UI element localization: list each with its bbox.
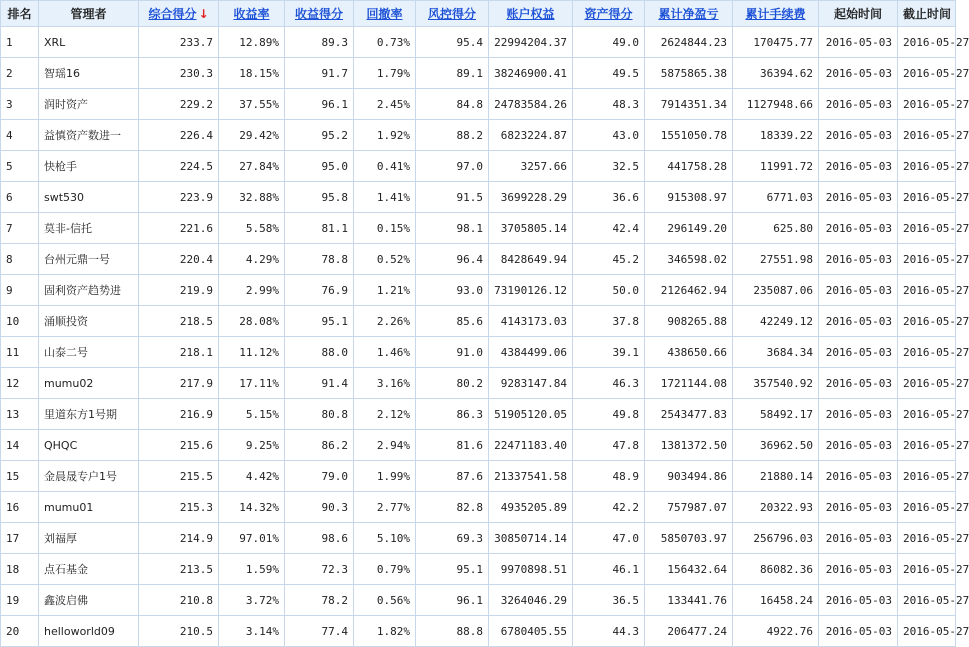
header-equity[interactable]: 账户权益 (489, 1, 573, 27)
header-rank: 排名 (1, 1, 39, 27)
cell-risk-score: 86.3 (416, 399, 489, 430)
cell-end-time: 2016-05-27 (898, 461, 956, 492)
cell-drawdown: 2.94% (354, 430, 416, 461)
cell-net-profit: 438650.66 (645, 337, 733, 368)
cell-start-time: 2016-05-03 (819, 244, 898, 275)
cell-equity: 3264046.29 (489, 585, 573, 616)
cell-rank: 3 (1, 89, 39, 120)
cell-start-time: 2016-05-03 (819, 213, 898, 244)
cell-return-score: 81.1 (285, 213, 354, 244)
cell-end-time: 2016-05-27 (898, 492, 956, 523)
cell-manager: 智瑶16 (39, 58, 139, 89)
cell-net-profit: 156432.64 (645, 554, 733, 585)
cell-end-time: 2016-05-27 (898, 213, 956, 244)
cell-return-score: 96.1 (285, 89, 354, 120)
cell-end-time: 2016-05-27 (898, 554, 956, 585)
cell-drawdown: 1.21% (354, 275, 416, 306)
cell-return-score: 95.1 (285, 306, 354, 337)
cell-risk-score: 96.4 (416, 244, 489, 275)
cell-total-score: 215.6 (139, 430, 219, 461)
cell-rank: 14 (1, 430, 39, 461)
cell-net-profit: 206477.24 (645, 616, 733, 647)
cell-risk-score: 91.0 (416, 337, 489, 368)
cell-return-score: 90.3 (285, 492, 354, 523)
cell-end-time: 2016-05-27 (898, 523, 956, 554)
cell-total-score: 210.8 (139, 585, 219, 616)
cell-manager: mumu01 (39, 492, 139, 523)
cell-equity: 4935205.89 (489, 492, 573, 523)
cell-manager: 莫非-信托 (39, 213, 139, 244)
cell-return-rate: 27.84% (219, 151, 285, 182)
cell-fees: 21880.14 (733, 461, 819, 492)
cell-total-score: 214.9 (139, 523, 219, 554)
table-row (1, 89, 956, 120)
cell-total-score: 224.5 (139, 151, 219, 182)
cell-drawdown: 0.52% (354, 244, 416, 275)
cell-fees: 3684.34 (733, 337, 819, 368)
cell-equity: 22471183.40 (489, 430, 573, 461)
cell-drawdown: 5.10% (354, 523, 416, 554)
cell-return-score: 79.0 (285, 461, 354, 492)
cell-fees: 235087.06 (733, 275, 819, 306)
cell-start-time: 2016-05-03 (819, 492, 898, 523)
cell-risk-score: 69.3 (416, 523, 489, 554)
table-row (1, 151, 956, 182)
header-drawdown[interactable]: 回撤率 (354, 1, 416, 27)
cell-start-time: 2016-05-03 (819, 399, 898, 430)
table-row (1, 616, 956, 647)
cell-fees: 18339.22 (733, 120, 819, 151)
cell-return-score: 80.8 (285, 399, 354, 430)
cell-end-time: 2016-05-27 (898, 337, 956, 368)
cell-risk-score: 95.4 (416, 27, 489, 58)
cell-net-profit: 1551050.78 (645, 120, 733, 151)
cell-end-time: 2016-05-27 (898, 306, 956, 337)
cell-risk-score: 82.8 (416, 492, 489, 523)
cell-return-rate: 29.42% (219, 120, 285, 151)
cell-total-score: 218.1 (139, 337, 219, 368)
cell-return-score: 95.0 (285, 151, 354, 182)
cell-end-time: 2016-05-27 (898, 244, 956, 275)
cell-equity: 3257.66 (489, 151, 573, 182)
cell-fees: 42249.12 (733, 306, 819, 337)
cell-equity: 4384499.06 (489, 337, 573, 368)
cell-start-time: 2016-05-03 (819, 58, 898, 89)
header-total-score-label: 综合得分 (148, 7, 197, 21)
cell-start-time: 2016-05-03 (819, 337, 898, 368)
cell-drawdown: 0.56% (354, 585, 416, 616)
cell-fees: 256796.03 (733, 523, 819, 554)
cell-return-rate: 9.25% (219, 430, 285, 461)
cell-end-time: 2016-05-27 (898, 585, 956, 616)
cell-end-time: 2016-05-27 (898, 27, 956, 58)
cell-rank: 4 (1, 120, 39, 151)
cell-manager: 益慎资产数进一 (39, 120, 139, 151)
header-total-score[interactable] (139, 1, 219, 27)
cell-asset-score: 42.4 (573, 213, 645, 244)
cell-total-score: 223.9 (139, 182, 219, 213)
header-risk-score[interactable]: 风控得分 (416, 1, 489, 27)
cell-drawdown: 1.46% (354, 337, 416, 368)
cell-equity: 6823224.87 (489, 120, 573, 151)
cell-asset-score: 37.8 (573, 306, 645, 337)
header-start-time: 起始时间 (819, 1, 898, 27)
cell-fees: 86082.36 (733, 554, 819, 585)
cell-return-rate: 1.59% (219, 554, 285, 585)
cell-total-score: 221.6 (139, 213, 219, 244)
cell-start-time: 2016-05-03 (819, 554, 898, 585)
cell-equity: 9970898.51 (489, 554, 573, 585)
cell-risk-score: 87.6 (416, 461, 489, 492)
cell-manager: 润时资产 (39, 89, 139, 120)
cell-return-rate: 4.42% (219, 461, 285, 492)
cell-equity: 4143173.03 (489, 306, 573, 337)
cell-equity: 9283147.84 (489, 368, 573, 399)
cell-return-score: 91.7 (285, 58, 354, 89)
cell-asset-score: 47.8 (573, 430, 645, 461)
cell-asset-score: 42.2 (573, 492, 645, 523)
cell-fees: 27551.98 (733, 244, 819, 275)
cell-asset-score: 48.3 (573, 89, 645, 120)
cell-risk-score: 97.0 (416, 151, 489, 182)
cell-fees: 1127948.66 (733, 89, 819, 120)
cell-asset-score: 49.5 (573, 58, 645, 89)
cell-manager: 金晨晟专户1号 (39, 461, 139, 492)
cell-rank: 13 (1, 399, 39, 430)
cell-risk-score: 84.8 (416, 89, 489, 120)
cell-return-score: 78.8 (285, 244, 354, 275)
cell-rank: 9 (1, 275, 39, 306)
cell-risk-score: 89.1 (416, 58, 489, 89)
cell-asset-score: 44.3 (573, 616, 645, 647)
cell-return-rate: 5.58% (219, 213, 285, 244)
cell-fees: 36394.62 (733, 58, 819, 89)
cell-fees: 20322.93 (733, 492, 819, 523)
cell-return-rate: 2.99% (219, 275, 285, 306)
cell-asset-score: 36.5 (573, 585, 645, 616)
cell-drawdown: 0.79% (354, 554, 416, 585)
cell-return-rate: 97.01% (219, 523, 285, 554)
cell-return-rate: 5.15% (219, 399, 285, 430)
cell-equity: 8428649.94 (489, 244, 573, 275)
cell-start-time: 2016-05-03 (819, 120, 898, 151)
table-row (1, 461, 956, 492)
cell-net-profit: 908265.88 (645, 306, 733, 337)
cell-return-rate: 32.88% (219, 182, 285, 213)
table-row (1, 275, 956, 306)
cell-equity: 24783584.26 (489, 89, 573, 120)
cell-fees: 6771.03 (733, 182, 819, 213)
table-row (1, 213, 956, 244)
cell-drawdown: 1.82% (354, 616, 416, 647)
cell-manager: helloworld09 (39, 616, 139, 647)
table-row (1, 554, 956, 585)
cell-rank: 20 (1, 616, 39, 647)
cell-return-rate: 17.11% (219, 368, 285, 399)
cell-asset-score: 46.1 (573, 554, 645, 585)
cell-net-profit: 5875865.38 (645, 58, 733, 89)
cell-fees: 357540.92 (733, 368, 819, 399)
cell-start-time: 2016-05-03 (819, 27, 898, 58)
table-row (1, 523, 956, 554)
cell-drawdown: 0.15% (354, 213, 416, 244)
cell-start-time: 2016-05-03 (819, 523, 898, 554)
cell-manager: 刘福厚 (39, 523, 139, 554)
cell-fees: 11991.72 (733, 151, 819, 182)
cell-drawdown: 1.92% (354, 120, 416, 151)
cell-return-score: 89.3 (285, 27, 354, 58)
cell-return-rate: 4.29% (219, 244, 285, 275)
cell-manager: 鑫波启佛 (39, 585, 139, 616)
cell-start-time: 2016-05-03 (819, 151, 898, 182)
cell-total-score: 218.5 (139, 306, 219, 337)
cell-total-score: 219.9 (139, 275, 219, 306)
cell-manager: QHQC (39, 430, 139, 461)
table-row (1, 585, 956, 616)
header-return-score[interactable]: 收益得分 (285, 1, 354, 27)
cell-net-profit: 915308.97 (645, 182, 733, 213)
cell-start-time: 2016-05-03 (819, 182, 898, 213)
table-row (1, 182, 956, 213)
cell-manager: 山泰二号 (39, 337, 139, 368)
cell-return-rate: 37.55% (219, 89, 285, 120)
cell-net-profit: 757987.07 (645, 492, 733, 523)
cell-total-score: 229.2 (139, 89, 219, 120)
header-fees[interactable]: 累计手续费 (733, 1, 819, 27)
cell-total-score: 233.7 (139, 27, 219, 58)
table-row (1, 492, 956, 523)
cell-rank: 16 (1, 492, 39, 523)
table-row (1, 244, 956, 275)
cell-end-time: 2016-05-27 (898, 58, 956, 89)
cell-start-time: 2016-05-03 (819, 616, 898, 647)
cell-end-time: 2016-05-27 (898, 399, 956, 430)
cell-fees: 4922.76 (733, 616, 819, 647)
cell-return-rate: 3.72% (219, 585, 285, 616)
cell-end-time: 2016-05-27 (898, 430, 956, 461)
cell-asset-score: 39.1 (573, 337, 645, 368)
cell-return-rate: 18.15% (219, 58, 285, 89)
cell-start-time: 2016-05-03 (819, 368, 898, 399)
cell-rank: 17 (1, 523, 39, 554)
cell-net-profit: 1721144.08 (645, 368, 733, 399)
cell-risk-score: 81.6 (416, 430, 489, 461)
cell-drawdown: 2.26% (354, 306, 416, 337)
table-row (1, 430, 956, 461)
cell-rank: 10 (1, 306, 39, 337)
cell-asset-score: 46.3 (573, 368, 645, 399)
cell-rank: 1 (1, 27, 39, 58)
cell-asset-score: 32.5 (573, 151, 645, 182)
cell-drawdown: 2.12% (354, 399, 416, 430)
cell-drawdown: 2.45% (354, 89, 416, 120)
cell-return-score: 95.8 (285, 182, 354, 213)
cell-total-score: 220.4 (139, 244, 219, 275)
cell-drawdown: 0.73% (354, 27, 416, 58)
cell-drawdown: 2.77% (354, 492, 416, 523)
cell-fees: 58492.17 (733, 399, 819, 430)
cell-asset-score: 47.0 (573, 523, 645, 554)
cell-return-rate: 12.89% (219, 27, 285, 58)
table-row (1, 27, 956, 58)
cell-equity: 30850714.14 (489, 523, 573, 554)
cell-rank: 6 (1, 182, 39, 213)
cell-asset-score: 43.0 (573, 120, 645, 151)
cell-total-score: 213.5 (139, 554, 219, 585)
cell-equity: 51905120.05 (489, 399, 573, 430)
cell-equity: 6780405.55 (489, 616, 573, 647)
cell-return-rate: 14.32% (219, 492, 285, 523)
cell-risk-score: 96.1 (416, 585, 489, 616)
cell-start-time: 2016-05-03 (819, 461, 898, 492)
cell-return-score: 77.4 (285, 616, 354, 647)
cell-manager: 点石基金 (39, 554, 139, 585)
cell-risk-score: 98.1 (416, 213, 489, 244)
cell-return-score: 86.2 (285, 430, 354, 461)
cell-total-score: 217.9 (139, 368, 219, 399)
cell-rank: 12 (1, 368, 39, 399)
cell-equity: 38246900.41 (489, 58, 573, 89)
cell-rank: 8 (1, 244, 39, 275)
cell-total-score: 216.9 (139, 399, 219, 430)
cell-equity: 73190126.12 (489, 275, 573, 306)
cell-net-profit: 296149.20 (645, 213, 733, 244)
cell-return-score: 72.3 (285, 554, 354, 585)
cell-fees: 16458.24 (733, 585, 819, 616)
header-end-time: 截止时间 (898, 1, 956, 27)
cell-risk-score: 80.2 (416, 368, 489, 399)
table-row (1, 58, 956, 89)
cell-equity: 22994204.37 (489, 27, 573, 58)
header-return-rate[interactable]: 收益率 (219, 1, 285, 27)
cell-return-score: 88.0 (285, 337, 354, 368)
cell-return-score: 76.9 (285, 275, 354, 306)
cell-fees: 170475.77 (733, 27, 819, 58)
cell-risk-score: 88.2 (416, 120, 489, 151)
table-row (1, 120, 956, 151)
cell-fees: 625.80 (733, 213, 819, 244)
cell-total-score: 210.5 (139, 616, 219, 647)
cell-asset-score: 50.0 (573, 275, 645, 306)
cell-end-time: 2016-05-27 (898, 89, 956, 120)
cell-drawdown: 1.99% (354, 461, 416, 492)
cell-total-score: 226.4 (139, 120, 219, 151)
cell-return-score: 95.2 (285, 120, 354, 151)
cell-risk-score: 88.8 (416, 616, 489, 647)
cell-end-time: 2016-05-27 (898, 151, 956, 182)
cell-total-score: 230.3 (139, 58, 219, 89)
cell-drawdown: 0.41% (354, 151, 416, 182)
table-row (1, 306, 956, 337)
cell-equity: 3699228.29 (489, 182, 573, 213)
cell-end-time: 2016-05-27 (898, 616, 956, 647)
cell-net-profit: 346598.02 (645, 244, 733, 275)
cell-drawdown: 1.41% (354, 182, 416, 213)
cell-end-time: 2016-05-27 (898, 368, 956, 399)
cell-manager: 里道东方1号期 (39, 399, 139, 430)
cell-drawdown: 3.16% (354, 368, 416, 399)
header-net-profit[interactable]: 累计净盈亏 (645, 1, 733, 27)
cell-net-profit: 2624844.23 (645, 27, 733, 58)
cell-risk-score: 93.0 (416, 275, 489, 306)
cell-rank: 11 (1, 337, 39, 368)
cell-rank: 15 (1, 461, 39, 492)
cell-start-time: 2016-05-03 (819, 275, 898, 306)
cell-rank: 18 (1, 554, 39, 585)
header-asset-score[interactable]: 资产得分 (573, 1, 645, 27)
cell-start-time: 2016-05-03 (819, 89, 898, 120)
cell-asset-score: 45.2 (573, 244, 645, 275)
cell-rank: 5 (1, 151, 39, 182)
cell-drawdown: 1.79% (354, 58, 416, 89)
cell-asset-score: 49.8 (573, 399, 645, 430)
cell-start-time: 2016-05-03 (819, 430, 898, 461)
cell-net-profit: 2126462.94 (645, 275, 733, 306)
cell-manager: 快枪手 (39, 151, 139, 182)
cell-manager: swt530 (39, 182, 139, 213)
table-row (1, 368, 956, 399)
cell-equity: 21337541.58 (489, 461, 573, 492)
cell-manager: 涌顺投资 (39, 306, 139, 337)
cell-return-score: 98.6 (285, 523, 354, 554)
cell-asset-score: 48.9 (573, 461, 645, 492)
cell-start-time: 2016-05-03 (819, 585, 898, 616)
cell-total-score: 215.3 (139, 492, 219, 523)
cell-net-profit: 5850703.97 (645, 523, 733, 554)
cell-manager: 台州元鼎一号 (39, 244, 139, 275)
cell-net-profit: 1381372.50 (645, 430, 733, 461)
sort-desc-arrow-icon: ↓ (198, 7, 209, 21)
cell-return-score: 91.4 (285, 368, 354, 399)
cell-return-rate: 11.12% (219, 337, 285, 368)
cell-total-score: 215.5 (139, 461, 219, 492)
cell-return-rate: 3.14% (219, 616, 285, 647)
cell-net-profit: 133441.76 (645, 585, 733, 616)
table-body (1, 27, 969, 647)
cell-manager: 固利资产趋势进 (39, 275, 139, 306)
header-manager: 管理者 (39, 1, 139, 27)
table-row (1, 337, 956, 368)
cell-asset-score: 49.0 (573, 27, 645, 58)
cell-rank: 2 (1, 58, 39, 89)
cell-start-time: 2016-05-03 (819, 306, 898, 337)
cell-return-rate: 28.08% (219, 306, 285, 337)
cell-risk-score: 95.1 (416, 554, 489, 585)
cell-equity: 3705805.14 (489, 213, 573, 244)
cell-rank: 19 (1, 585, 39, 616)
cell-asset-score: 36.6 (573, 182, 645, 213)
cell-net-profit: 903494.86 (645, 461, 733, 492)
cell-manager: mumu02 (39, 368, 139, 399)
cell-net-profit: 7914351.34 (645, 89, 733, 120)
cell-end-time: 2016-05-27 (898, 182, 956, 213)
cell-net-profit: 2543477.83 (645, 399, 733, 430)
cell-net-profit: 441758.28 (645, 151, 733, 182)
cell-rank: 7 (1, 213, 39, 244)
cell-fees: 36962.50 (733, 430, 819, 461)
cell-end-time: 2016-05-27 (898, 120, 956, 151)
cell-end-time: 2016-05-27 (898, 275, 956, 306)
cell-manager: XRL (39, 27, 139, 58)
table-row (1, 399, 956, 430)
cell-return-score: 78.2 (285, 585, 354, 616)
cell-risk-score: 91.5 (416, 182, 489, 213)
cell-risk-score: 85.6 (416, 306, 489, 337)
header-row (1, 1, 956, 27)
